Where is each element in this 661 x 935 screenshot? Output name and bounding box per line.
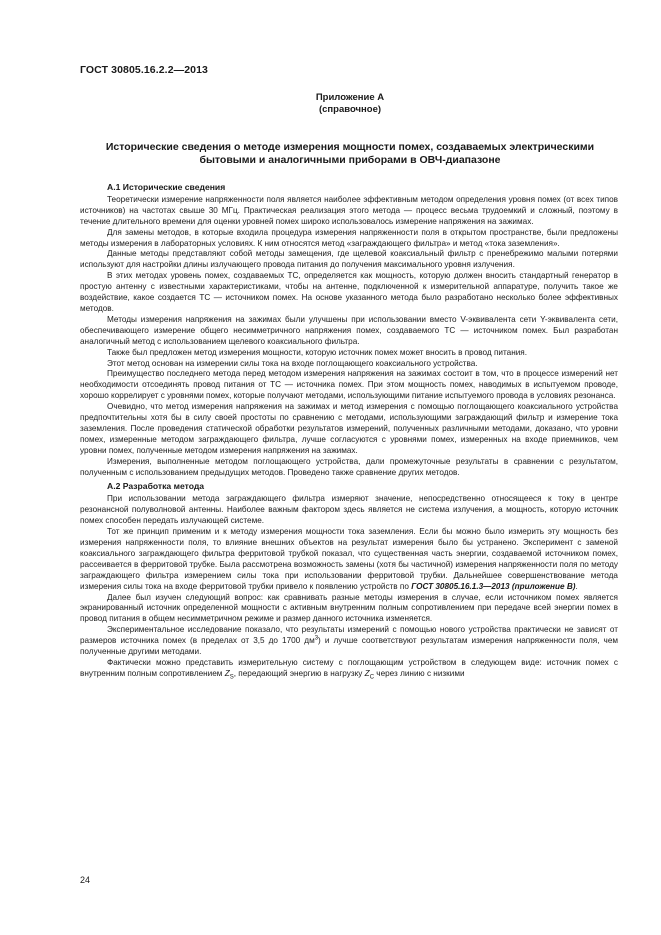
appendix-heading — [80, 141, 620, 167]
paragraph: Для замены методов, в которые входила процедура измерения напряженности поля в открытом пространстве, были предложены методы измерения в лабораторных условиях. К ним относятся метод «заграждающего фильтра» и метод «тока заземления». — [80, 227, 618, 248]
paragraph: При использовании метода заграждающего фильтра измеряют значение, непосредственно относящееся к току в центре резонансной полуволновой антенны. Наиболее важным фактором здесь является не система излучения, а мощность, которую источник помех способен передать излучающей системе. — [80, 494, 618, 526]
standard-reference-link[interactable]: ГОСТ 30805.16.1.3—2013 (приложение В) — [411, 581, 576, 591]
paragraph: В этих методах уровень помех, создаваемых ТС, определяется как мощность, которую должен вносить стандартный генератор в простую антенну с известными характеристиками, чтобы на антенне, подключенной к измерительной аппаратуре, получить такое же воздействие, какое создается ТС — источником помех. На основе указанного метода было разработано несколько более эффективных методов. — [80, 271, 618, 313]
symbol-z: Z — [224, 668, 230, 678]
heading-line-2: бытовыми и аналогичными приборами в ОВЧ-диапазоне — [199, 154, 501, 166]
appendix-type: (справочное) — [318, 104, 382, 115]
heading-line-1: Исторические сведения о методе измерения мощности помех, создаваемых электрическими — [105, 141, 595, 153]
paragraph: Методы измерения напряжения на зажимах были улучшены при использовании вместо V-эквивалента сети Y-эквивалента сети, обеспечивающего измерение общего несимметричного напряжения помех, создаваемого ТС — источником помех. Был разработан аналогичный метод с использованием щелевого коаксиального фильтра. — [80, 314, 618, 346]
paragraph: Фактически можно представить измерительную систему с поглощающим устройством в следующем виде: источник помех с внутренним полным сопротивлением $Z_S$, передающий энергию в нагрузку $Z_C$ через линию с низкими — [80, 657, 618, 681]
paragraph: Экспериментальное исследование показало, что результаты измерений с помощью нового устройства практически не зависят от размеров источника помех (в пределах от 3,5 до 1700 $дм^3$) и лучше соответствуют результатам измерения напряженности поля, чем полученные другими методами. — [80, 625, 618, 657]
section-heading-a2: А.2 Разработка метода — [107, 481, 205, 492]
page-number: 24 — [80, 875, 91, 885]
paragraph: Очевидно, что метод измерения напряжения на зажимах и метод измерения с помощью поглощающего коаксиального устройства предпочтительны хотя бы в силу своей простоты по сравнению с методами, использующими заграждающий фильтр и измерение тока заземления. После проведения статической обработки результатов измерений, полученных различными методами, доказано, что уровни помех, измеренные методом заграждающего фильтра, лучше согласуются с уровнями помех, измеренных на входе приемников, чем уровни помех, полученные методом измерения напряжения на зажимах. — [80, 402, 618, 455]
paragraph: Теоретически измерение напряженности поля является наиболее эффективным методом определения уровня помех (от всех типов источников) на частотах свыше 30 МГц. Практическая реализация этого метода — процесс весьма трудоемкий и сложный, поэтому в течение длительного времени для оценки уровней помех широко использовалось измерение напряжения на зажимах. — [80, 194, 618, 226]
paragraph: Данные методы представляют собой методы замещения, где щелевой коаксиальный фильтр с пренебрежимо малыми потерями используют для настройки длины излучающего провода питания до получения максимального уровня излучения. — [80, 249, 618, 270]
paragraph: Измерения, выполненные методом поглощающего устройства, дали промежуточные результаты в сравнении с результатом, полученным с использованием предыдущих методов. Проведено также сравнение других методов. — [80, 456, 618, 477]
section-heading-a1: А.1 Исторические сведения — [107, 182, 226, 192]
subscript-c: C — [369, 674, 375, 681]
document-id-header: ГОСТ 30805.16.2.2—2013 — [80, 64, 208, 76]
paragraph: Далее был изучен следующий вопрос: как сравнивать разные методы измерения в случае, если источником помех является экранированный источник определенной мощности с активным внутренним полным сопротивлением при передаче всей энергии помех в провод питания в общем несимметричном режиме и размер данного источника изменяется. — [80, 592, 618, 624]
subscript-s: S — [229, 674, 234, 681]
document-body — [80, 182, 618, 680]
symbol-z: Z — [364, 668, 370, 678]
appendix-title: Приложение А — [315, 92, 385, 103]
superscript: 3 — [314, 635, 319, 642]
paragraph: Тот же принцип применим и к методу измерения мощности тока заземления. Если бы можно было измерить эту мощность без измерения напряженности поля, то влияние внешних объектов на результат измерения было бы устранено. Эксперимент с заменой коаксиального заграждающего фильтра ферритовой трубкой показал, что существенная часть энергии, создаваемой источником помех, рассеивается в ферритовой трубке. Была рассмотрена возможность замены (хотя бы частичной) измерения напряженности поля по методу заграждающего фильтра измерением силы тока при использовании ферритовой трубки. Дальнейшее совершенствование метода измерения силы тока на входе ферритовой трубки привело к появлению устройств по ГОСТ 30805.16.1.3—2013 (приложение В). — [80, 527, 618, 591]
paragraph-text: Тот же принцип применим и к методу измерения мощности тока заземления. Если бы можно было измерить эту мощность без измерения напряженности поля, то влияние внешних объектов на результат измерения было бы устранено. Эксперимент с заменой коаксиального заграждающего фильтра ферритовой трубкой показал, что существенная часть энергии, создаваемой источником помех, рассеивается в ферритовой трубке. Была рассмотрена возможность замены (хотя бы частичной) измерения напряженности поля по методу заграждающего фильтра измерением силы тока при использовании ферритовой трубки. Дальнейшее совершенствование метода измерения силы тока на входе ферритовой трубки привело к появлению устройств по — [80, 527, 618, 591]
paragraph: Этот метод основан на измерении силы тока на входе поглощающего коаксиального устройства. — [107, 358, 478, 368]
appendix-label — [80, 92, 620, 116]
paragraph: Преимущество последнего метода перед методом измерения напряжения на зажимах состоит в том, что в процессе измерений нет необходимости отсоединять провод питания от ТС — источника помех. При этом мощность помех, наводимых в испытуемом проводе, хорошо коррелирует с уровнями помех, которые получают методами, использующими питание испытуемого провода в условиях резонанса. — [80, 369, 618, 401]
paragraph: Также был предложен метод измерения мощности, которую источник помех может вносить в провод питания. — [107, 347, 527, 357]
